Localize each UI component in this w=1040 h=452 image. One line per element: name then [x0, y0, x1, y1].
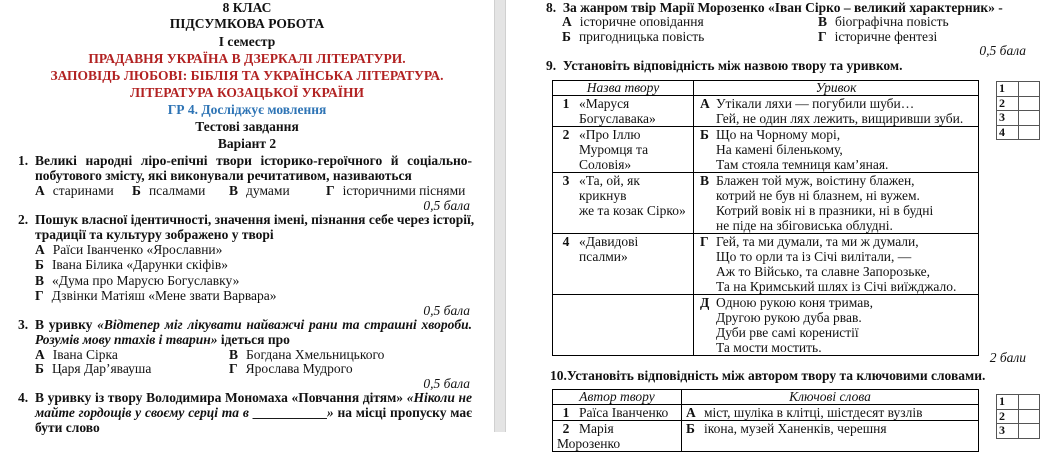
grid-number: 1 — [997, 395, 1019, 410]
q1-score: 0,5 бала — [423, 198, 470, 213]
page-gap — [494, 0, 506, 432]
q9-excerpt-line: Там стояла темниця кам’яная. — [716, 157, 889, 172]
q9-excerpt-line: На камені біленькому, — [716, 142, 843, 157]
q9-title-line: Богуславака» — [579, 111, 656, 126]
q9-row-number: 4 — [562, 234, 570, 249]
q9-title-cell — [553, 295, 694, 356]
q4-line2: майте гордощів у своєму серці та в ___________» на місці пропуску має — [35, 405, 472, 420]
grid-row — [997, 82, 1040, 97]
q9-excerpt-line: Котрий вовік ні в празники, ні в будні — [716, 203, 934, 218]
grade: 8 КЛАС — [222, 0, 272, 15]
q9-question: 9. Установіть відповідність між назвою твору та уривком. — [546, 58, 903, 73]
grid-row — [997, 395, 1040, 410]
q4-line1: В уривку із твору Володимира Мономаха «Повчання дітям» «Ніколи не — [35, 390, 472, 405]
grid-row — [997, 96, 1040, 111]
q9-excerpt-line: Що на Чорному морі, — [716, 127, 841, 142]
answer-cell[interactable] — [1018, 125, 1039, 140]
q9-row — [553, 234, 979, 295]
q10-letter: Б — [686, 421, 695, 436]
q10-keywords-cell — [682, 405, 979, 421]
q9-title-line: Соловія» — [579, 157, 632, 172]
q9-table — [552, 80, 979, 356]
q8-score: 0,5 бала — [979, 43, 1026, 58]
grid-number: 3 — [997, 424, 1019, 439]
q9-title-cell — [553, 234, 694, 295]
q9-title — [557, 127, 689, 172]
q9-excerpt-line: Дуби рве самі коренистії — [716, 325, 859, 340]
q10-table — [552, 389, 979, 452]
q9-title-line: Муромця та — [579, 142, 649, 157]
section-heading: Тестові завдання — [195, 119, 299, 134]
q9-excerpt-line: Гей, не один лях лежить, вищиривши зуби. — [716, 111, 964, 126]
q3-score: 0,5 бала — [423, 376, 470, 391]
q10-row — [553, 405, 979, 421]
q9-title — [557, 96, 689, 126]
q2-option-v: В «Дума про Марусю Богуславку» — [35, 273, 240, 288]
q9-title-text — [575, 96, 656, 126]
q3-option-a: А Івана Сірка — [35, 347, 118, 362]
q1-option-b: Б псалмами — [132, 183, 206, 198]
q9-row — [553, 96, 979, 127]
q8-question: 8. За жанром твір Марії Морозенко «Іван Сірко – великий характерник» - — [546, 0, 1003, 15]
q3-number: 3. — [18, 317, 29, 332]
q9-row — [553, 295, 979, 356]
q10-question: 10.Установіть відповідність між автором твору та ключовими словами. — [550, 368, 986, 383]
q9-excerpt-letter: Д — [700, 295, 710, 310]
q9-row — [553, 127, 979, 173]
q9-answer-grid — [996, 81, 1040, 140]
q10-header-keywords: Ключові слова — [682, 390, 979, 405]
q9-score: 2 бали — [989, 350, 1026, 365]
q2-line2: традиції та культуру зображено у творі — [35, 227, 274, 242]
grid-number: 4 — [997, 125, 1019, 140]
q9-row-number: 3 — [562, 173, 570, 188]
q9-excerpt-line: Блажен той муж, воістину блажен, — [716, 173, 915, 188]
doc-title: ПІДСУМКОВА РОБОТА — [169, 16, 325, 31]
q10-author-cell — [553, 421, 682, 452]
q10-author-cell — [553, 405, 682, 421]
q9-title-text — [575, 173, 689, 218]
q10-author: Марія Морозенко — [557, 421, 621, 451]
q1-number: 1. — [18, 153, 29, 168]
q9-title-cell — [553, 173, 694, 234]
q10-row-number: 1 — [562, 405, 570, 420]
q9-excerpt-letter: А — [700, 96, 710, 111]
q9-title-line: «Та, ой, як крикнув — [579, 173, 640, 203]
q2-line1: Пошук власної ідентичності, значення імені, пізнання себе через історії, — [35, 212, 475, 227]
q8-option-g: Г історичне фентезі — [818, 29, 938, 44]
q9-excerpt-line: Аж то Військо, та славне Запорозьке, — [716, 264, 931, 279]
q1-option-v: В думами — [229, 183, 290, 198]
q1-option-a: А старинами — [35, 183, 114, 198]
grid-row — [997, 111, 1040, 126]
grid-number: 3 — [997, 111, 1019, 126]
q9-title-line: же та козак Сірко» — [579, 203, 686, 218]
q4-number: 4. — [18, 390, 29, 405]
q9-title-cell — [553, 127, 694, 173]
answer-cell[interactable] — [1018, 395, 1039, 410]
q9-excerpt-text — [716, 173, 933, 233]
q10-letter: А — [686, 405, 696, 420]
answer-cell[interactable] — [1018, 424, 1039, 439]
q2-number: 2. — [18, 212, 29, 227]
q2-option-g: Г Дзвінки Матіяш «Мене звати Варвара» — [35, 288, 277, 303]
topic-2: ЗАПОВІДЬ ЛЮБОВІ: БІБЛІЯ ТА УКРАЇНСЬКА ЛІТЕРАТУРА. — [50, 68, 444, 83]
q10-keywords: міст, шуліка в клітці, шістдесят вузлів — [704, 405, 923, 420]
semester: І семестр — [218, 34, 276, 49]
q9-excerpt-text — [716, 127, 888, 172]
q10-row — [553, 421, 979, 452]
topic-3: ЛІТЕРАТУРА КОЗАЦЬКОЇ УКРАЇНИ — [129, 85, 364, 100]
q9-title-line: «Давидові псалми» — [579, 234, 639, 264]
grid-row — [997, 125, 1040, 140]
grid-number: 2 — [997, 409, 1019, 424]
topic-1: ПРАДАВНЯ УКРАЇНА В ДЗЕРКАЛІ ЛІТЕРАТУРИ. — [88, 51, 406, 66]
q1-line1: Великі народні ліро-епічні твори історико-героїчного й соціально- — [35, 153, 472, 168]
q9-title — [557, 173, 689, 218]
gr-heading: ГР 4. Досліджує мовлення — [167, 102, 327, 117]
q9-excerpt-cell — [694, 96, 979, 127]
q9-excerpt-letter: Г — [700, 234, 709, 249]
q9-row — [553, 173, 979, 234]
grid-row — [997, 409, 1040, 424]
q9-excerpt-line: котрий не був ні блазнем, ні вужем. — [716, 188, 920, 203]
q3-option-g: Г Ярослава Мудрого — [229, 361, 353, 376]
q10-keywords-cell — [682, 421, 979, 452]
page-left — [0, 0, 494, 435]
variant: Варіант 2 — [217, 136, 277, 151]
q9-excerpt-letter: В — [700, 173, 710, 188]
q9-excerpt-line: Гей, та ми думали, та ми ж думали, — [716, 234, 919, 249]
q4-line3: бути слово — [35, 420, 100, 435]
q2-option-a: А Раїси Іванченко «Ярославни» — [35, 242, 223, 257]
q1-option-g: Г історичними піснями — [326, 183, 466, 198]
q10-keywords: ікона, музей Ханенків, черешня — [704, 421, 887, 436]
q9-header-title: Назва твору — [553, 81, 694, 96]
grid-row — [997, 424, 1040, 439]
q9-excerpt-text — [716, 234, 956, 294]
q3-line1: В уривку «Відтепер міг лікувати найважчі рани та страшні хвороби. — [35, 317, 472, 332]
q10-row-number: 2 — [562, 421, 570, 436]
q2-score: 0,5 бала — [423, 303, 470, 318]
q9-excerpt-cell — [694, 234, 979, 295]
q9-excerpt-line: Другою рукою дуба рвав. — [716, 310, 862, 325]
q9-title-line: «Про Іллю — [579, 127, 641, 142]
q2-option-b: Б Івана Білика «Дарунки скіфів» — [35, 257, 228, 272]
q8-option-v: В біографічна повість — [818, 14, 949, 29]
answer-cell[interactable] — [1018, 111, 1039, 126]
q8-option-a: А історичне оповідання — [562, 14, 704, 29]
q8-option-b: Б пригодницька повість — [562, 29, 705, 44]
q9-title-text — [575, 127, 648, 172]
q1-line2: побутового змісту, які виконували речитативом, називаються — [35, 168, 412, 183]
answer-cell[interactable] — [1018, 96, 1039, 111]
q9-excerpt-text — [716, 295, 873, 355]
q10-author: Раїса Іванченко — [579, 405, 669, 420]
grid-number: 1 — [997, 82, 1019, 97]
q3-line2: Розумів мову птахів і тварин» ідеться про — [35, 332, 290, 347]
q9-excerpt-line: Що то орли та із Січі вилітали, — — [716, 249, 912, 264]
answer-cell[interactable] — [1018, 82, 1039, 97]
answer-cell[interactable] — [1018, 409, 1039, 424]
q9-excerpt-cell — [694, 295, 979, 356]
page-right — [506, 0, 1040, 451]
q9-title-cell — [553, 96, 694, 127]
q9-title — [557, 234, 689, 264]
grid-number: 2 — [997, 96, 1019, 111]
q10-answer-grid — [996, 394, 1040, 439]
q9-excerpt-line: Та на Кримський шлях із Січі виїжджало. — [716, 279, 957, 294]
q9-excerpt-text — [716, 96, 963, 126]
q9-excerpt-line: Одною рукою коня тримав, — [716, 295, 873, 310]
q9-title-line: «Маруся — [579, 96, 630, 111]
q9-header-excerpt: Уривок — [694, 81, 979, 96]
q9-excerpt-cell — [694, 127, 979, 173]
q9-row-number: 1 — [562, 96, 570, 111]
q9-excerpt-line: Та мости мостить. — [716, 340, 822, 355]
q9-title-text — [575, 234, 689, 264]
q9-excerpt-line: Утікали ляхи — погубили шуби… — [716, 96, 915, 111]
q9-excerpt-cell — [694, 173, 979, 234]
q3-option-v: В Богдана Хмельницького — [229, 347, 385, 362]
q9-excerpt-letter: Б — [700, 127, 709, 142]
q9-row-number: 2 — [562, 127, 570, 142]
q9-excerpt-line: не піде на збіговиська облудні. — [716, 218, 893, 233]
q3-option-b: Б Царя Дар’явауша — [35, 361, 152, 376]
q10-header-author: Автор твору — [553, 390, 682, 405]
